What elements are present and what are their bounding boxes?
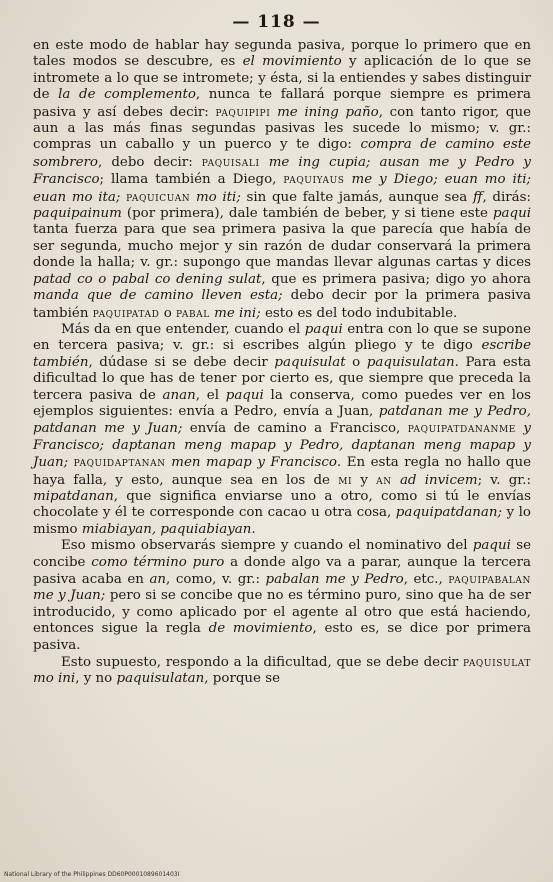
small-caps-run: paquipatad: [92, 305, 160, 320]
italic-run: men mapap y Francisco: [171, 455, 337, 471]
italic-run: manda que de camino lleven esta;: [33, 288, 283, 304]
italic-run: ff: [472, 189, 483, 205]
italic-run: me ing cupia; ausan me y Pedro y Francisco: [33, 154, 531, 188]
text-run: , debo decir:: [98, 154, 202, 170]
italic-run: paquipainum: [33, 206, 122, 222]
small-caps-run: paquisulat: [463, 655, 531, 670]
small-caps-run: paquisali: [201, 154, 260, 169]
italic-run: anan: [162, 387, 196, 403]
italic-run: paqui: [304, 321, 343, 337]
italic-run: mo iti;: [195, 189, 241, 205]
page-number: — 118 —: [232, 12, 321, 32]
text-run: o: [159, 305, 177, 321]
italic-run: paquisulat: [274, 354, 346, 370]
italic-run: paqui: [492, 206, 531, 222]
text-run: , dúdase si se debe decir: [88, 354, 275, 370]
text-run: [345, 172, 352, 187]
scan-footer: National Library of the Philippines DD60P0001089601403I: [4, 871, 180, 878]
text-run: se concibe: [33, 538, 531, 570]
small-caps-run: paquipipi: [215, 104, 271, 119]
text-run: , que es primera pasiva; digo yo ahora: [261, 271, 531, 287]
text-run: [260, 155, 269, 170]
text-run: . En esta regla no hallo que haya falla, y esto, aunque sea en los de: [33, 455, 531, 488]
text-run: o: [345, 354, 367, 370]
italic-run: me ini;: [214, 305, 261, 321]
italic-run: mipatdanan: [33, 488, 114, 504]
small-caps-run: mi: [338, 472, 353, 487]
text-run: , etc.,: [403, 572, 449, 587]
italic-run: paqui: [472, 538, 511, 554]
italic-run: me y Juan;: [33, 588, 106, 604]
text-run: Más da en que entender, cuando el: [61, 321, 305, 337]
italic-run: an: [149, 572, 167, 587]
text-run: envía de camino a Francisco,: [182, 421, 408, 437]
italic-run: como término puro: [91, 554, 225, 570]
small-caps-run: paquipabalan: [448, 572, 532, 586]
text-run: tanta fuerza para que sea primera pasiva la que parecía que había de ser segunda, mucho mejor y sin razón de dudar conservará la primera donde la halla; v. gr.: supongo que mandas llevar algunas cartas y dices: [33, 222, 531, 271]
text-run: y aplicación de lo que se intromete a lo que se intromete; y ésta, si la entiendes y sabes distinguir de: [33, 54, 531, 103]
text-run: , con tanto rigor, que aun a las más finas segundas pasivas les sucede lo mismo; v. gr.: compras un caballo y un puerco y te digo:: [33, 104, 531, 153]
small-caps-run: paquipatdananme: [407, 421, 516, 436]
text-run: . Para esta dificultad lo que has de tener por cierto es, que siempre que preceda la tercera pasiva de: [33, 354, 531, 403]
italic-run: compra de camino este sombrero: [33, 137, 531, 170]
italic-run: miabiayan, paquiabiayan: [81, 521, 252, 537]
text-run: pero si se concibe que no es término puro, sino que ha de ser introducido, y como aplicado por el agente al otro que está haciendo, entonces sigue la regla: [33, 588, 532, 637]
italic-run: escribe también: [33, 338, 531, 370]
text-run: , el: [195, 387, 226, 403]
italic-run: paquipatdanan;: [395, 505, 503, 521]
small-caps-run: an: [376, 472, 392, 487]
text-run: esto es del todo indubitable.: [260, 305, 458, 321]
text-run: y: [352, 472, 377, 488]
italic-run: me ining paño: [277, 104, 379, 120]
paragraph: [33, 38, 531, 322]
paragraph: [33, 322, 531, 538]
italic-run: y Francisco; daptanan meng mapap y Pedro, daptanan meng mapap y Juan;: [33, 421, 531, 471]
italic-run: paqui: [225, 387, 264, 403]
paragraph: [33, 654, 531, 688]
text-run: ; v. gr.:: [477, 472, 531, 488]
italic-run: mo ini: [33, 671, 76, 687]
italic-run: patdanan me y Pedro, patdanan me y Juan;: [33, 403, 531, 437]
text-run: .: [251, 521, 256, 537]
text-run: (por primera), dale también de beber, y si tiene este: [121, 206, 493, 222]
small-caps-run: paquiyaus: [283, 172, 345, 187]
text-run: Eso mismo observarás siempre y cuando el nominativo del: [61, 538, 473, 554]
text-run: y lo mismo: [33, 505, 531, 537]
italic-run: patad co o pabal co dening sulat: [33, 271, 262, 287]
text-run: debo decir por la primera pasiva también: [33, 288, 532, 321]
paragraph: [33, 538, 531, 654]
text-run: sin que falte jamás, aunque sea: [240, 189, 473, 205]
small-caps-run: paquicuan: [126, 189, 191, 204]
text-run: [392, 473, 400, 488]
italic-run: paquisulatan: [366, 354, 455, 370]
italic-run: ad invicem: [399, 472, 478, 488]
body-text: [33, 38, 531, 688]
text-run: , porque se: [204, 671, 281, 687]
small-caps-run: paquidaptanan: [73, 455, 166, 470]
text-run: Esto supuesto, respondo a la dificultad, que se debe decir: [61, 655, 463, 671]
italic-run: paquisulatan: [116, 671, 205, 687]
text-run: , como, v. gr.:: [166, 572, 266, 587]
small-caps-run: pabal: [176, 305, 210, 320]
text-run: la conserva, como puedes ver en los ejemplos siguientes: envía a Pedro, envía a Juan,: [33, 387, 532, 419]
text-run: , esto es, se dice por primera pasiva.: [33, 621, 531, 653]
text-run: ; llama también a Diego,: [99, 172, 284, 188]
italic-run: la de complemento: [58, 87, 196, 103]
text-run: entra con lo que se supone en tercera pasiva; v. gr.: si escribes algún pliego y te digo: [33, 321, 531, 354]
text-run: en este modo de hablar hay segunda pasiva, porque lo primero que en tales modos se descubre, es: [33, 38, 531, 70]
text-run: , nunca te fallará porque siempre es primera pasiva y así debes decir:: [33, 87, 531, 120]
text-run: , dirás:: [482, 189, 531, 205]
text-run: , y no: [75, 671, 117, 687]
italic-run: de movimiento: [208, 621, 313, 637]
text-run: , que significa enviarse uno a otro, como si tú le envías chocolate y él te corresponde con cacao u otra cosa,: [33, 488, 531, 521]
italic-run: el movimiento: [242, 54, 342, 70]
italic-run: pabalan me y Pedro: [265, 572, 404, 587]
text-run: a donde algo va a parar, aunque la tercera pasiva acaba en: [33, 554, 531, 587]
italic-run: me y Diego; euan mo iti; euan mo ita;: [33, 172, 531, 205]
